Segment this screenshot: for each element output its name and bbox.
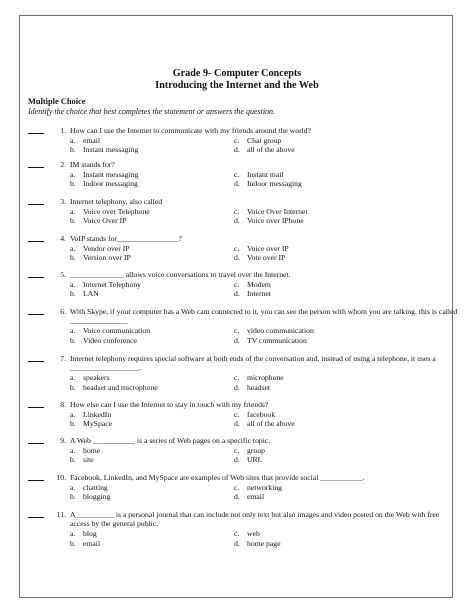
answer-option bbox=[234, 419, 295, 428]
option-letter: b. bbox=[70, 382, 76, 392]
option-letter: b. bbox=[70, 289, 76, 299]
option-letter: c. bbox=[234, 373, 240, 383]
option-text: LinkedIn bbox=[83, 410, 112, 420]
option-text: home page bbox=[247, 538, 281, 548]
option-text: group bbox=[247, 446, 265, 456]
question-number: 8. bbox=[60, 400, 66, 409]
question-number: 9. bbox=[60, 436, 66, 445]
answer-option bbox=[70, 446, 100, 455]
option-text: site bbox=[83, 455, 94, 465]
answer-option bbox=[70, 289, 99, 298]
answer-blank[interactable] bbox=[28, 510, 44, 518]
document-title bbox=[0, 68, 474, 92]
option-text: Vendor over IP bbox=[83, 244, 130, 254]
answer-blank[interactable] bbox=[28, 354, 44, 362]
question-number: 4. bbox=[60, 234, 66, 243]
answer-option bbox=[234, 179, 302, 188]
question-number: 6. bbox=[60, 307, 66, 316]
option-letter: b. bbox=[70, 538, 76, 548]
option-text: headset bbox=[247, 382, 271, 392]
section-heading: Multiple Choice bbox=[28, 97, 86, 106]
option-text: Modem bbox=[247, 280, 271, 290]
title-line-1: Grade 9- Computer Concepts bbox=[172, 68, 302, 79]
answer-blank[interactable] bbox=[28, 197, 44, 205]
question-stem: Internet telephony requires special software at both ends of the conversation and, instead of using a telephone, it uses a __________________. bbox=[70, 354, 436, 373]
option-text: Chat group bbox=[247, 136, 282, 146]
answer-option bbox=[234, 492, 264, 501]
question-2 bbox=[0, 160, 474, 200]
answer-option bbox=[70, 419, 112, 428]
answer-blank[interactable] bbox=[28, 400, 44, 408]
option-text: Voice over IP bbox=[247, 244, 289, 254]
option-letter: a. bbox=[70, 410, 76, 420]
option-letter: b. bbox=[70, 216, 76, 226]
answer-option bbox=[70, 336, 137, 345]
option-letter: c. bbox=[234, 410, 240, 420]
question-10 bbox=[0, 473, 474, 513]
option-text: MySpace bbox=[83, 419, 113, 429]
option-letter: d. bbox=[234, 335, 240, 345]
question-number: 2. bbox=[60, 160, 66, 169]
answer-option bbox=[234, 289, 271, 298]
answer-blank[interactable] bbox=[28, 270, 44, 278]
answer-option bbox=[70, 170, 138, 179]
answer-option bbox=[234, 244, 289, 253]
answer-option bbox=[234, 446, 265, 455]
option-letter: c. bbox=[234, 326, 240, 336]
option-text: facebook bbox=[247, 410, 276, 420]
option-letter: a. bbox=[70, 244, 76, 254]
answer-option bbox=[234, 280, 271, 289]
question-stem: A Web ___________ is a series of Web pages on a specific topic. bbox=[70, 436, 271, 445]
question-stem: IM stands for? bbox=[70, 160, 115, 169]
option-letter: d. bbox=[234, 145, 240, 155]
option-text: Instant messaging bbox=[83, 170, 139, 180]
answer-option bbox=[234, 383, 270, 392]
answer-option bbox=[234, 529, 260, 538]
option-text: Indoor messaging bbox=[83, 179, 138, 189]
option-text: Indoor messaging bbox=[247, 179, 302, 189]
option-text: home bbox=[83, 446, 101, 456]
question-stem: How can I use the Internet to communicate with my friends around the world? bbox=[70, 126, 312, 135]
answer-option bbox=[234, 326, 314, 335]
answer-option bbox=[70, 280, 141, 289]
answer-option bbox=[70, 539, 100, 548]
option-letter: d. bbox=[234, 179, 240, 189]
option-text: all of the above bbox=[247, 419, 295, 429]
title-line-2: Introducing the Internet and the Web bbox=[155, 80, 319, 91]
answer-option bbox=[70, 373, 109, 382]
answer-option bbox=[70, 492, 110, 501]
option-letter: b. bbox=[70, 335, 76, 345]
answer-option bbox=[70, 179, 138, 188]
question-11 bbox=[0, 510, 474, 550]
option-letter: b. bbox=[70, 492, 76, 502]
answer-option bbox=[234, 373, 284, 382]
option-text: blog bbox=[83, 529, 97, 539]
option-letter: d. bbox=[234, 492, 240, 502]
answer-option bbox=[234, 207, 307, 216]
option-text: microphone bbox=[247, 373, 284, 383]
answer-option bbox=[70, 455, 94, 464]
option-text: Voice Over Internet bbox=[247, 207, 308, 217]
option-letter: a. bbox=[70, 136, 76, 146]
question-stem: How else can I use the Internet to stay in touch with my friends? bbox=[70, 400, 269, 409]
option-text: video communication bbox=[247, 326, 314, 336]
option-text: headset and microphone bbox=[83, 382, 158, 392]
option-text: Voice over IPhone bbox=[247, 216, 304, 226]
question-stem: Internet telephony, also called bbox=[70, 197, 163, 206]
question-number: 7. bbox=[60, 354, 66, 363]
answer-blank[interactable] bbox=[28, 436, 44, 444]
answer-option bbox=[234, 455, 262, 464]
option-letter: c. bbox=[234, 136, 240, 146]
option-letter: c. bbox=[234, 207, 240, 217]
answer-blank[interactable] bbox=[28, 234, 44, 242]
option-text: URL bbox=[247, 455, 263, 465]
answer-option bbox=[234, 216, 304, 225]
question-9 bbox=[0, 436, 474, 476]
question-4 bbox=[0, 234, 474, 274]
option-text: blogging bbox=[83, 492, 111, 502]
option-letter: a. bbox=[70, 207, 76, 217]
answer-blank[interactable] bbox=[28, 473, 44, 481]
answer-blank[interactable] bbox=[28, 160, 44, 168]
answer-option bbox=[70, 207, 150, 216]
option-letter: a. bbox=[70, 446, 76, 456]
answer-option bbox=[70, 410, 111, 419]
answer-option bbox=[234, 483, 282, 492]
question-number: 11. bbox=[56, 510, 66, 519]
answer-option bbox=[70, 145, 138, 154]
option-text: Video conference bbox=[83, 335, 137, 345]
option-text: email bbox=[247, 492, 265, 502]
option-letter: c. bbox=[234, 529, 240, 539]
option-letter: d. bbox=[234, 289, 240, 299]
answer-blank[interactable] bbox=[28, 126, 44, 134]
option-text: Vote over IP bbox=[247, 253, 286, 263]
option-letter: d. bbox=[234, 538, 240, 548]
option-letter: a. bbox=[70, 170, 76, 180]
question-stem: A__________ is a personal journal that can include not only text but also images and video posted on the Web with free access by the general public. bbox=[70, 510, 440, 529]
option-letter: c. bbox=[234, 170, 240, 180]
question-stem: ______________ allows voice conversations to travel over the Internet. bbox=[70, 270, 291, 279]
question-5 bbox=[0, 270, 474, 310]
option-letter: c. bbox=[234, 244, 240, 254]
option-letter: d. bbox=[234, 419, 240, 429]
section-instructions: Identify the choice that best completes the statement or answers the question. bbox=[28, 107, 276, 116]
option-text: Voice Over IP bbox=[83, 216, 127, 226]
option-letter: d. bbox=[234, 216, 240, 226]
question-stem: Facebook, LinkedIn, and MySpace are examples of Web sites that provide social ___________. bbox=[70, 473, 365, 482]
option-letter: a. bbox=[70, 529, 76, 539]
answer-option bbox=[234, 336, 307, 345]
option-letter: c. bbox=[234, 483, 240, 493]
option-text: Voice over Telephone bbox=[83, 207, 150, 217]
option-letter: b. bbox=[70, 253, 76, 263]
answer-option bbox=[234, 136, 281, 145]
answer-option bbox=[234, 170, 284, 179]
option-letter: b. bbox=[70, 455, 76, 465]
option-letter: b. bbox=[70, 419, 76, 429]
option-text: speakers bbox=[83, 373, 110, 383]
option-letter: a. bbox=[70, 483, 76, 493]
option-letter: a. bbox=[70, 280, 76, 290]
option-text: chatting bbox=[83, 483, 108, 493]
answer-option bbox=[70, 326, 150, 335]
answer-option bbox=[234, 410, 275, 419]
option-text: Instant messaging bbox=[83, 145, 139, 155]
question-number: 5. bbox=[60, 270, 66, 279]
option-text: Internet Telephony bbox=[83, 280, 142, 290]
question-8 bbox=[0, 400, 474, 440]
option-text: email bbox=[83, 538, 101, 548]
answer-option bbox=[70, 244, 130, 253]
option-text: email bbox=[83, 136, 101, 146]
option-letter: d. bbox=[234, 455, 240, 465]
option-text: all of the above bbox=[247, 145, 295, 155]
option-text: Version over IP bbox=[83, 253, 131, 263]
option-letter: c. bbox=[234, 280, 240, 290]
answer-option bbox=[70, 529, 97, 538]
option-text: Voice communication bbox=[83, 326, 151, 336]
option-text: Instant mail bbox=[247, 170, 284, 180]
question-7 bbox=[0, 354, 474, 394]
option-letter: a. bbox=[70, 326, 76, 336]
option-text: Internet bbox=[247, 289, 271, 299]
option-letter: b. bbox=[70, 145, 76, 155]
option-letter: b. bbox=[70, 179, 76, 189]
question-3 bbox=[0, 197, 474, 237]
option-text: LAN bbox=[83, 289, 99, 299]
answer-option bbox=[234, 145, 295, 154]
question-number: 10. bbox=[56, 473, 66, 482]
answer-option bbox=[70, 253, 131, 262]
option-letter: d. bbox=[234, 253, 240, 263]
option-letter: a. bbox=[70, 373, 76, 383]
answer-option bbox=[70, 216, 126, 225]
question-stem: With Skype, if your computer has a Web cam connected to it, you can see the person with whom you are talking. this is called _______________ bbox=[70, 307, 458, 326]
option-letter: d. bbox=[234, 382, 240, 392]
option-text: TV communication bbox=[247, 335, 307, 345]
answer-option bbox=[234, 539, 281, 548]
answer-option bbox=[70, 383, 158, 392]
option-letter: c. bbox=[234, 446, 240, 456]
answer-option bbox=[70, 483, 108, 492]
option-text: web bbox=[247, 529, 260, 539]
answer-blank[interactable] bbox=[28, 307, 44, 315]
question-number: 3. bbox=[60, 197, 66, 206]
question-stem: VoIP stands for________________? bbox=[70, 234, 182, 243]
answer-option bbox=[234, 253, 285, 262]
answer-option bbox=[70, 136, 100, 145]
question-6 bbox=[0, 307, 474, 347]
question-number: 1. bbox=[60, 126, 66, 135]
option-text: networking bbox=[247, 483, 283, 493]
